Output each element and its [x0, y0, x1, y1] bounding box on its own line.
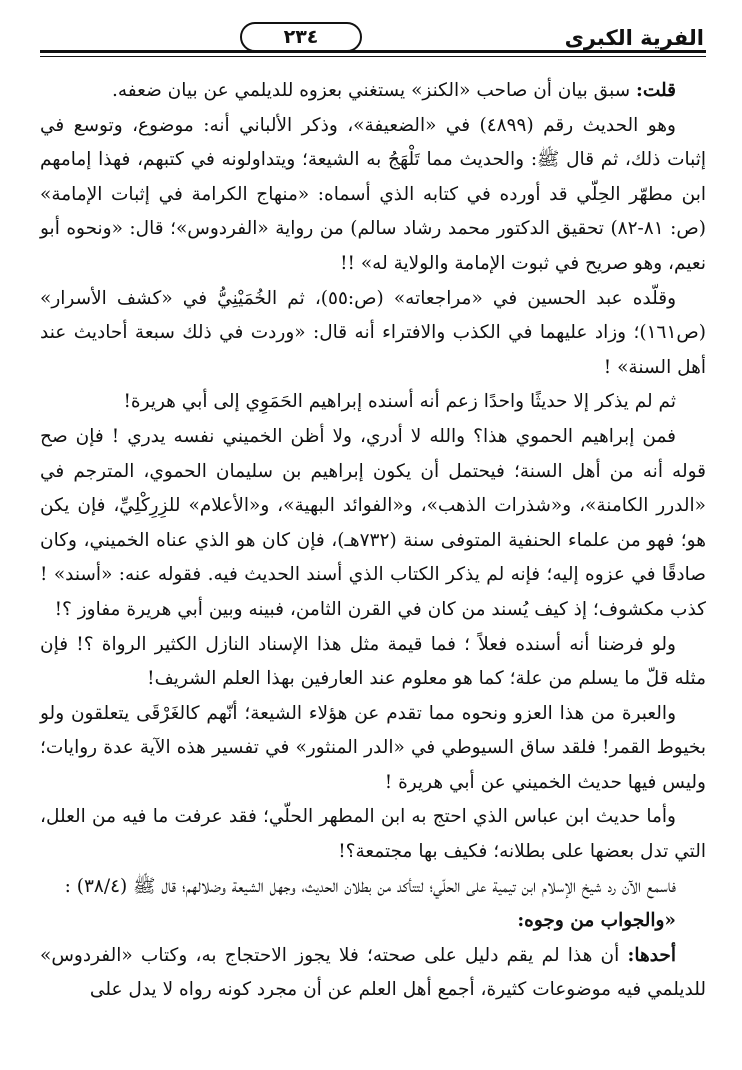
body-text [40, 74, 706, 1008]
page-header [40, 20, 706, 62]
paragraph-3 [40, 282, 706, 386]
paragraph-text: ولو فرضنا أنه أسنده فعلاً ؛ فما قيمة مثل هذا الإسناد النازل الكثير الرواة ؟! فإن مثله قلّ ما يسلم من علة؛ كما هو معلوم عند العارفين بهذا العلم الشريف! [40, 633, 706, 690]
header-rule-thin [40, 56, 706, 57]
paragraph-text: سبق بيان أن صاحب «الكنز» يستغني بعزوه للديلمي عن بيان ضعفه. [111, 80, 637, 101]
paragraph-text: وقلّده عبد الحسين في «مراجعاته» (ص:٥٥)، ثم الخُمَيْنِيُّ في «كشف الأسرار» (ص١٦١)؛ وزاد عليهما في الكذب والافتراء أنه قال: «وردت في ذلك سبعة أحاديث عند أهل السنة» ! [40, 287, 706, 378]
page-number: ٢٣٤ [240, 22, 362, 52]
header-rule-thick [40, 50, 706, 53]
paragraph-text: أن هذا لم يقم دليل على صحته؛ فلا يجوز الاحتجاج به، وكتاب «الفردوس» للديلمي فيه موضوعات كثيرة، أجمع أهل العلم عن أن مجرد كونه رواه لا يدل على [40, 944, 706, 1001]
paragraph-4 [40, 385, 706, 420]
quote-heading [40, 904, 706, 939]
paragraph-6 [40, 628, 706, 697]
book-title: الفرية الكبرى [564, 26, 704, 50]
quote-heading-text: «والجواب من وجوه: [517, 910, 676, 932]
paragraph-lead: قلت: [636, 80, 676, 101]
paragraph-text: والعبرة من هذا العزو ونحوه مما تقدم عن هؤلاء الشيعة؛ أنّهم كالغَرْقَى يتعلقون ولو بخيوط القمر! فلقد ساق السيوطي في «الدر المنثور» في تفسير هذه الآية عدة روايات؛ وليس فيها حديث الخميني عن أبي هريرة ! [40, 702, 706, 793]
paragraph-8 [40, 800, 706, 869]
paragraph-7 [40, 697, 706, 801]
paragraph-9 [40, 870, 706, 905]
paragraph-5 [40, 420, 706, 628]
paragraph-text: فمن إبراهيم الحموي هذا؟ والله لا أدري، ولا أظن الخميني نفسه يدري ! فإن صح قوله أنه من أهل السنة؛ فيحتمل أن يكون إبراهيم بن سليمان الحموي، المترجم في «الدرر الكامنة»، و«شذرات الذهب»، و«الفوائد البهية»، و«الأعلام» للزِرِكْلِيِّ، فإن يكن هو؛ فهو من علماء الحنفية المتوفى سنة (٧٣٢هـ)، فإن كان هو الذي عناه الخميني، وكان صادقًا في عزوه إليه؛ فإنه لم يذكر الكتاب الذي أسند الحديث فيه. فقوله عنه: «أسند» ! كذب مكشوف؛ إذ كيف يُسند من كان في القرن الثامن، فبينه وبين أبي هريرة مفاوز ؟! [40, 425, 706, 620]
paragraph-10 [40, 939, 706, 1008]
paragraph-text: وهو الحديث رقم (٤٨٩٩) في «الضعيفة»، وذكر الألباني أنه: موضوع، وتوسع في إثبات ذلك، ثم قال ﷺ: والحديث مما تَلْهَجُ به الشيعة؛ ويتداولونه في كتبهم، فهذا إمامهم ابن مطهّر الحِلّي قد أورده في كتابه الذي أسماه: «منهاج الكرامة في إثبات الإمامة» (ص: ٨١-٨٢) تحقيق الدكتور محمد رشاد سالم) من رواية «الفردوس»؛ قال: «ونحوه أبو نعيم، وهو صريح في ثبوت الإمامة والولاية له» !! [40, 114, 706, 274]
paragraph-lead: أحدها: [627, 944, 676, 966]
paragraph-text: وأما حديث ابن عباس الذي احتج به ابن المطهر الحلّي؛ فقد عرفت ما فيه من العلل، التي تدل بعضها على بطلانه؛ فكيف بها مجتمعة؟! [40, 806, 706, 863]
paragraph-1 [40, 74, 706, 109]
paragraph-text: فاسمع الآن رد شيخ الإسلام ابن تيمية على الحلّي؛ لتتأكد من بطلان الحديث، وجهل الشيعة وضلالهم؛ قال ﷺ (٣٨/٤) : [64, 875, 676, 897]
paragraph-text: ثم لم يذكر إلا حديثًا واحدًا زعم أنه أسنده إبراهيم الحَمَوِي إلى أبي هريرة! [123, 391, 676, 413]
paragraph-2 [40, 109, 706, 282]
